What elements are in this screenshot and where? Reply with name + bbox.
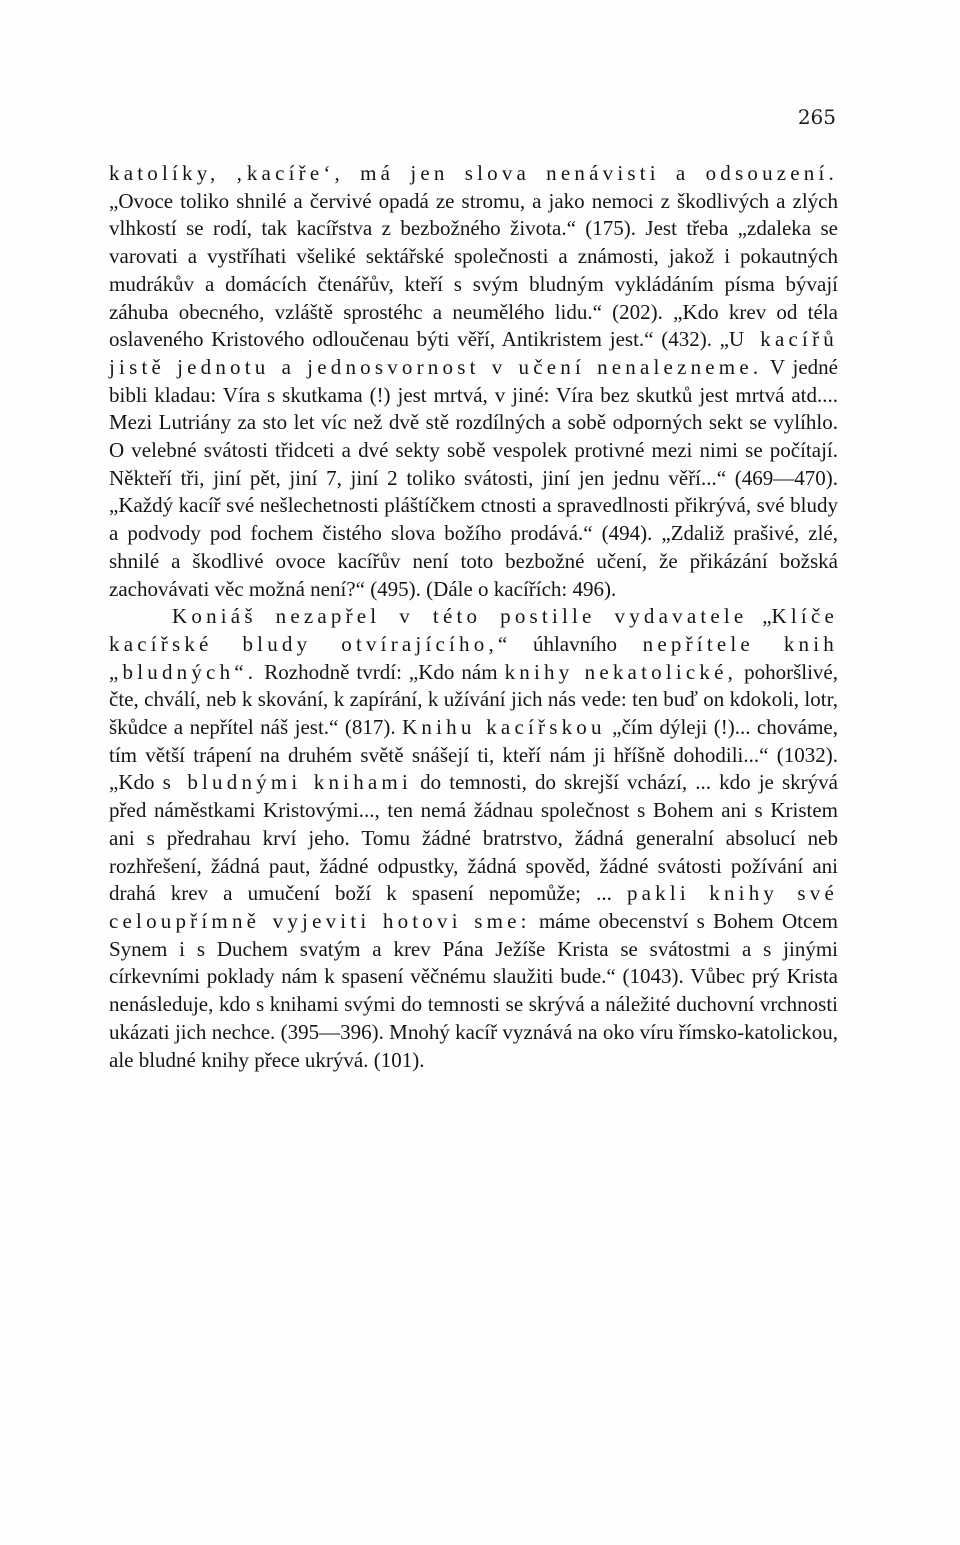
text-run: „čím dýleji (!)... chováme, tím větší trápení na druhém světě snášejí ti, kteří nám ji hříšně dohodili...“ (1032). „Kdo [109,715,838,795]
spaced-emphasis: knihy nekatolické, [504,659,738,684]
page-number: 265 [797,105,836,129]
spaced-emphasis: Knihu kacířskou [402,715,606,740]
text-run: „Ovoce toliko shnilé a červivé opadá ze stromu, a jako nemoci z škodlivých a zlých vlhkostí se rodí, tak kacířstva z bezbožného života.“ (175). Jest třeba „zdaleka se varovati a vystříhati všeliké sektářské společnosti a známosti, jakož i pokautných mudrákův a domácích čtenářův, kteří s svým bludným vykládáním písma bývají záhuba obecného, vzláště sprostéhc a neumělého lidu.“ (202). „Kdo krev od téla oslaveného Kristového odloučenau býti věří, Antikristem jest.“ (432). „ [109,188,838,352]
body-text [109,160,838,1074]
spaced-emphasis: Klíče kacířské bludy otvírajícího, [109,604,838,656]
spaced-emphasis: jen slova nenávisti a odsouzení. [410,161,838,185]
paragraph [109,160,838,603]
spaced-emphasis: nepřítele knih „bludných“. [109,631,838,684]
spaced-emphasis: pakli knihy své celoupřímně vyjeviti hotovi sme: [109,881,838,933]
text-run: “ úhlavního [497,631,643,656]
text-run: do temnosti, do skrejší vchází, ... kdo je skrývá před náměstkami Kristovými..., ten nemá žádnau společnost s Bohem ani s Kristem ani s předrahau krví jeho. Tomu žádné bratrstvo, žádná generalní absolucí neb rozhřešení, žádná paut, žádné odpustky, žádná spověd, žádné svátosti požívání ani drahá krev a umučení boží k spasení nepomůže; ... [109,770,838,906]
text-run: pohoršlivé, čte, chválí, neb k skování, k zapírání, k užívání jich nás vede: ten buď on kdokoli, lotr, škůdce a nepřítel náš jest.“ (817). [109,659,838,740]
text-run: máme obecenství s Bohem Otcem Synem i s Duchem svatým a krev Pána Ježíše Krista se svátostmi a s jinými církevními poklady nám k spasení věčnému slaužiti bude.“ (1043). Vůbec prý Krista nenásleduje, kdo s knihami svými do temnosti se skrývá a náležité duchovní vrchnosti ukázati jich nechce. (395—396). Mnohý kacíř vyznává na oko víru římsko-katolickou, ale bludné knihy přece ukrývá. (101). [109,908,838,1072]
paragraph [109,603,838,1074]
text-run: „ [747,604,772,629]
spaced-emphasis: Koniáš nezapřel v této postille vydavatele [172,604,748,629]
text-run: V jedné bibli kladau: Víra s skutkama (!) jest mrtvá, v jiné: Víra bez skutků jest mrtvá atd.... Mezi Lutriány za sto let víc než dvě stě rozdílných a sobě odporných sekt se vylíhlo. O velebné svátosti třidceti a dvé sekty sobě vespolek protivné mezi nimi se počítají. Někteří tři, jiní pět, jiní 7, jiní 2 toliko svátosti, jiní jen jednu věří...“ (469—470). „Každý kacíř své nešlechetnosti pláštíčkem ctnosti a spravedlnosti přikrývá, své bludy a podvody pod fochem čistého slova božího prodává.“ (494). „Zdaliž prašivé, zlé, shnilé a škodlivé ovoce kacířův není toto bezbožné učení, že přikázání božská zachovávati věc možná není?“ (495). (Dále o kacířích: 496). [109,354,838,601]
spaced-emphasis: s bludnými knihami [162,770,412,795]
text-run: Rozhodně tvrdí: „Kdo nám [257,659,505,684]
spaced-emphasis: katolíky, ‚kacíře‘, má [109,161,411,185]
spaced-emphasis: U kacířů jistě jednotu a jednosvornost v učení nenalezneme. [109,327,838,379]
